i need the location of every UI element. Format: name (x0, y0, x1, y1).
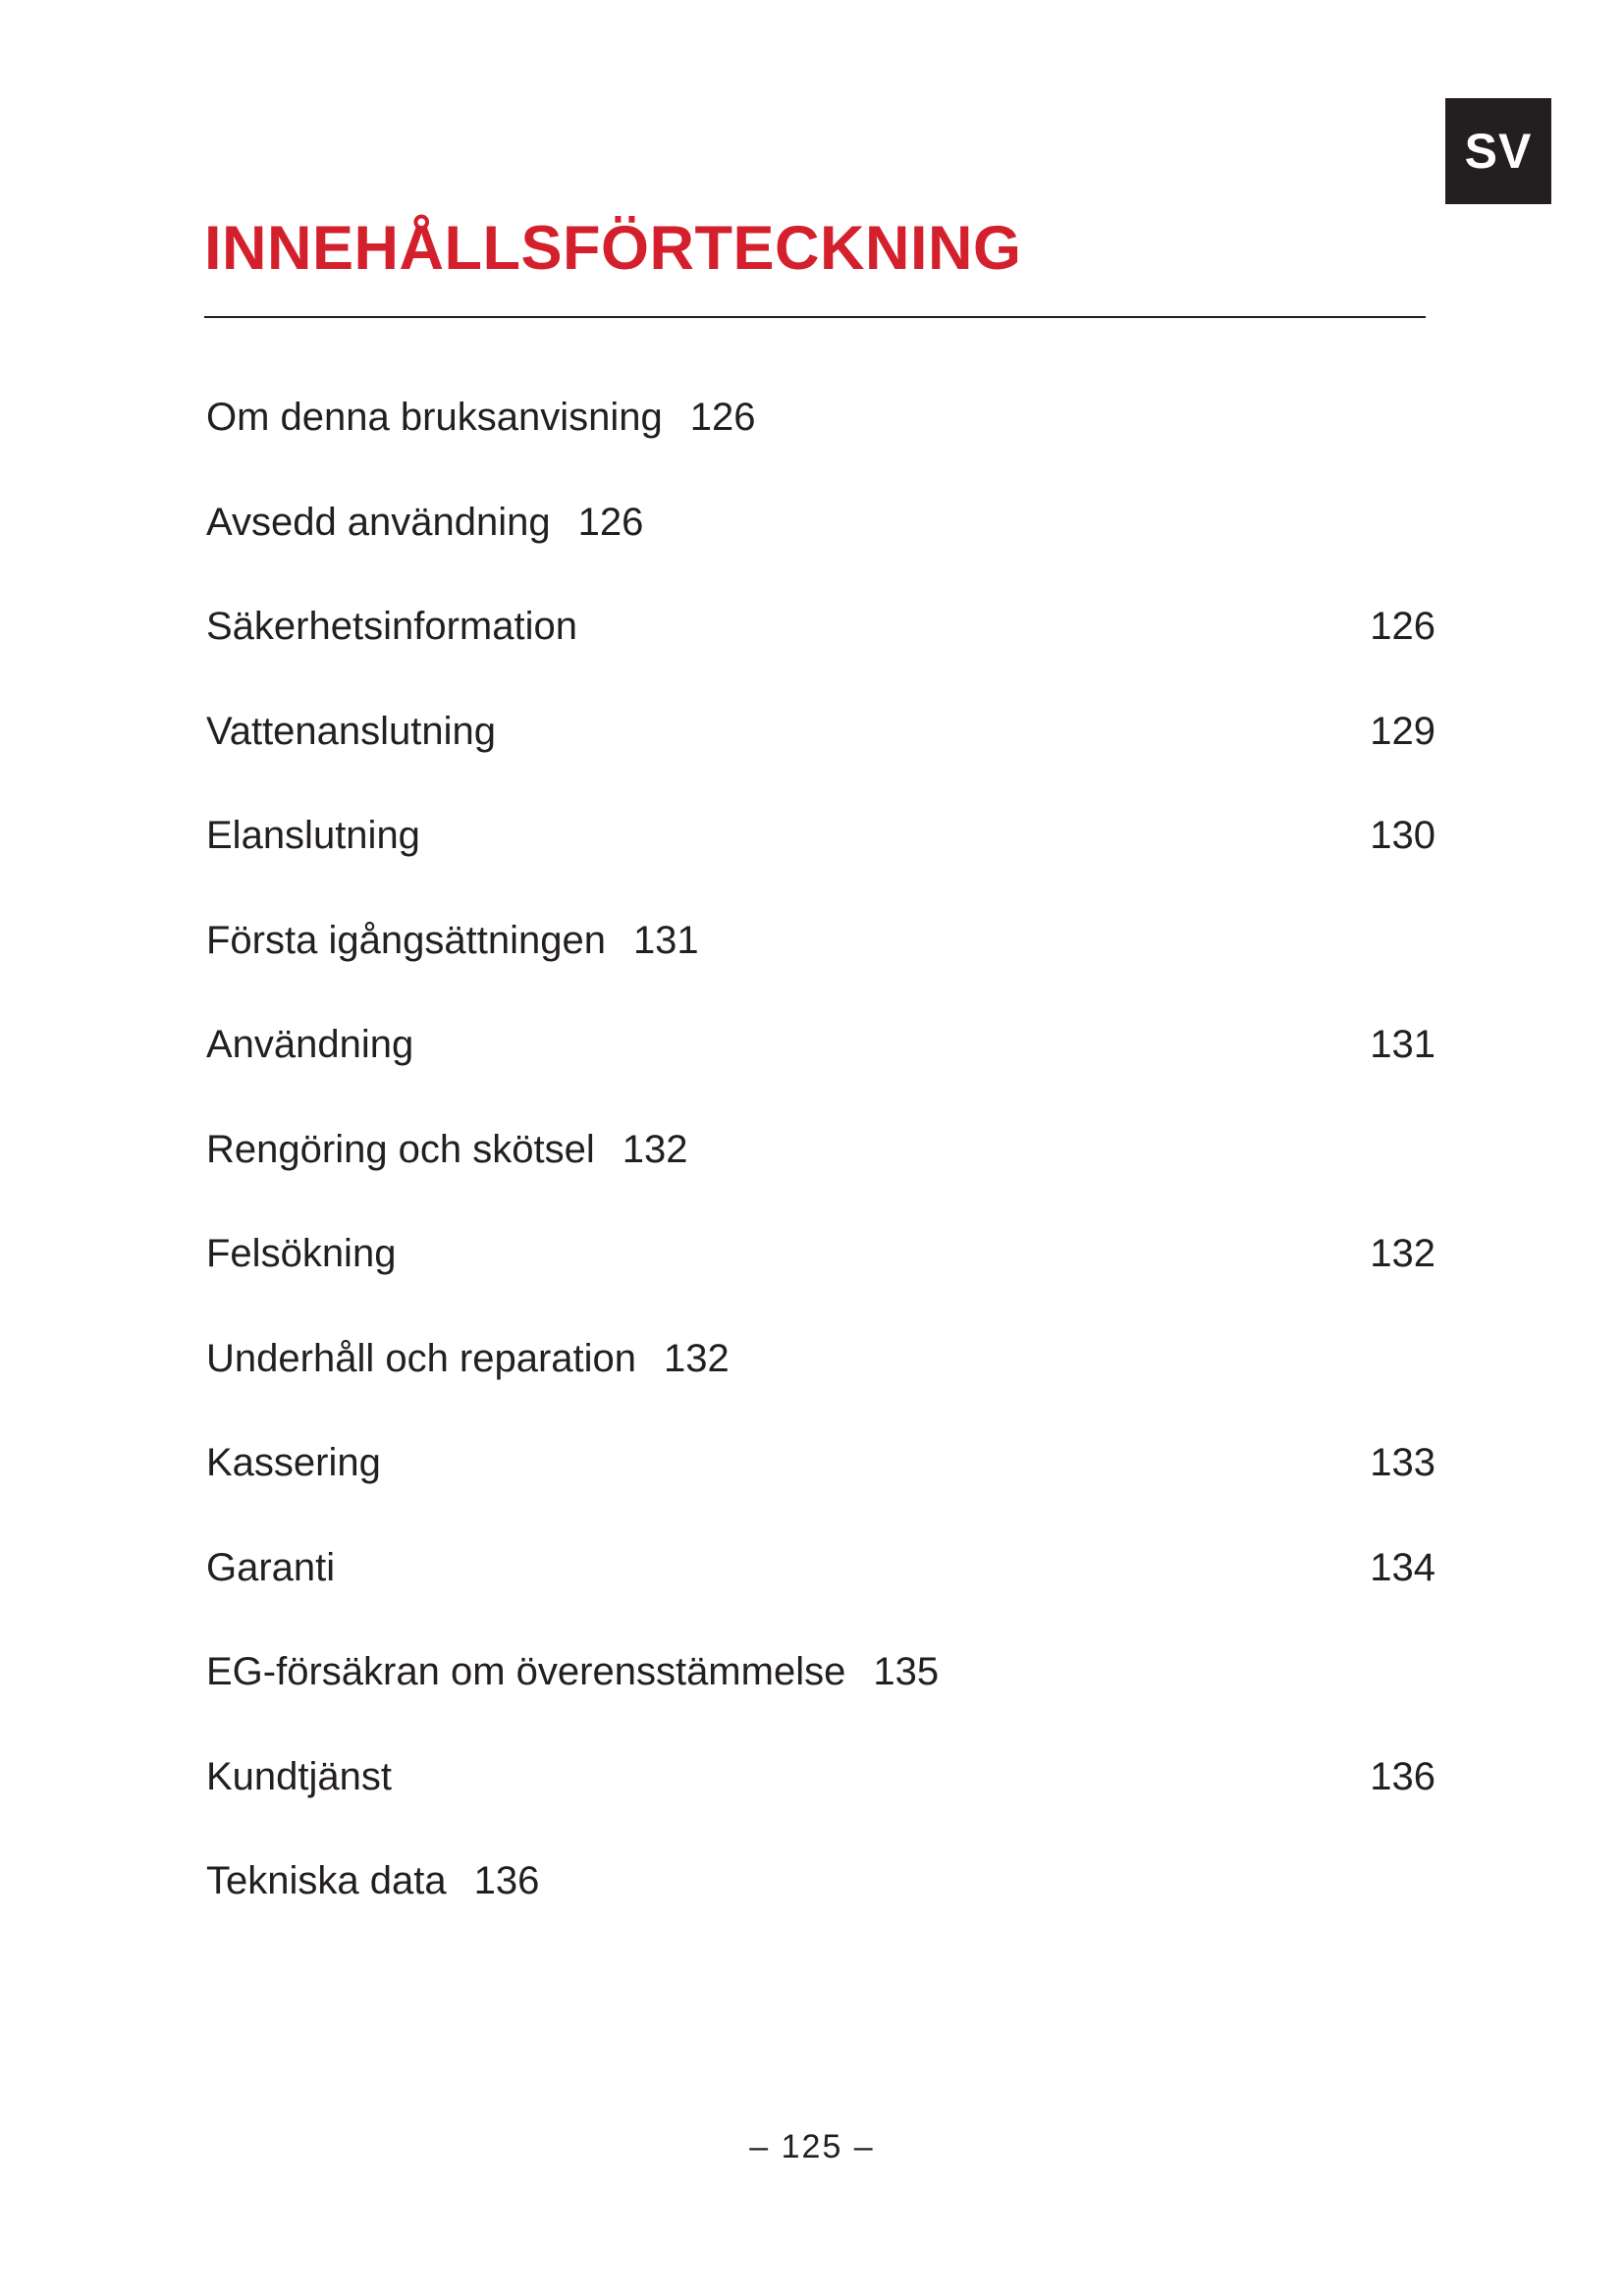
toc-item[interactable] (206, 1433, 1435, 1538)
toc-item[interactable] (206, 911, 1435, 1016)
toc-item-label: Kassering (206, 1441, 381, 1484)
toc-item[interactable] (206, 1224, 1435, 1329)
toc-item[interactable] (206, 1015, 1435, 1120)
toc-item-page: 129 (1370, 709, 1435, 753)
toc-item[interactable] (206, 806, 1435, 911)
toc-item[interactable] (206, 1851, 1435, 1956)
toc-item-label: Om denna bruksanvisning (206, 396, 663, 439)
toc-item-label: Underhåll och reparation (206, 1336, 637, 1380)
toc-item[interactable] (206, 1329, 1435, 1434)
toc-item-label: Första igångsättningen (206, 918, 606, 962)
language-tab: SV (1445, 98, 1551, 204)
toc-item-label: Felsökning (206, 1232, 397, 1275)
toc-item[interactable] (206, 1642, 1435, 1747)
toc-item-page: 132 (1370, 1232, 1435, 1275)
toc-item-label: Säkerhetsinformation (206, 605, 577, 648)
toc-item[interactable] (206, 493, 1435, 598)
toc-item[interactable] (206, 1538, 1435, 1643)
toc-item-page: 132 (664, 1336, 730, 1380)
toc-item-page: 136 (473, 1859, 540, 1902)
toc-item-page: 126 (689, 396, 756, 439)
toc-item-label: Tekniska data (206, 1859, 447, 1902)
table-of-contents (206, 388, 1435, 1956)
page-number: – 125 – (749, 2128, 875, 2165)
toc-item[interactable] (206, 597, 1435, 702)
toc-item-label: Elanslutning (206, 814, 420, 857)
title-divider (204, 316, 1426, 318)
toc-item-page: 134 (1370, 1545, 1435, 1589)
toc-item-page: 126 (1370, 605, 1435, 648)
toc-item[interactable] (206, 1120, 1435, 1225)
toc-item[interactable] (206, 702, 1435, 807)
toc-item-label: Användning (206, 1023, 414, 1066)
toc-item-page: 131 (1370, 1023, 1435, 1066)
page-title: INNEHÅLLSFÖRTECKNING (204, 214, 1022, 283)
toc-item-page: 135 (873, 1650, 940, 1693)
toc-item-label: EG-försäkran om överensstämmelse (206, 1650, 846, 1693)
toc-item[interactable] (206, 388, 1435, 493)
toc-item-label: Garanti (206, 1545, 336, 1589)
toc-item-page: 126 (577, 500, 644, 544)
toc-item-page: 132 (622, 1127, 688, 1171)
toc-item-page: 133 (1370, 1441, 1435, 1484)
toc-item-label: Avsedd användning (206, 500, 551, 544)
toc-item-page: 131 (632, 918, 699, 962)
toc-item[interactable] (206, 1747, 1435, 1852)
toc-item-page: 136 (1370, 1754, 1435, 1798)
toc-item-page: 130 (1370, 814, 1435, 857)
toc-item-label: Rengöring och skötsel (206, 1127, 595, 1171)
toc-item-label: Vattenanslutning (206, 709, 497, 753)
toc-item-label: Kundtjänst (206, 1754, 393, 1798)
